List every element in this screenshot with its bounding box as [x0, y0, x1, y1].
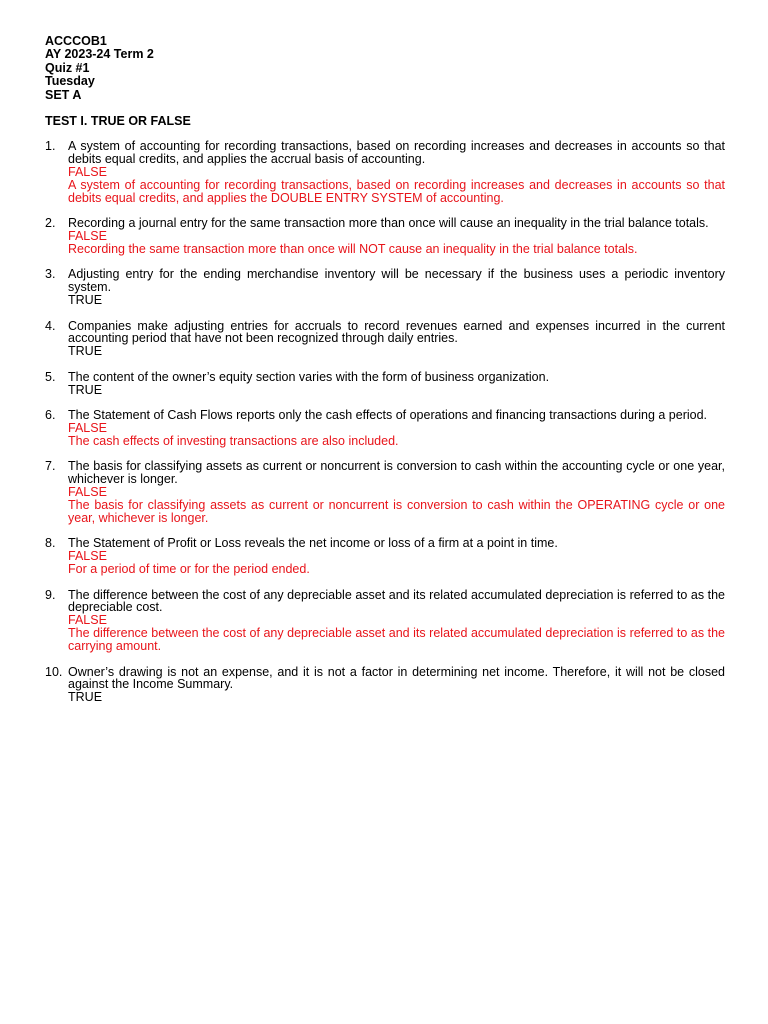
answer-correction: The basis for classifying assets as current or noncurrent is conversion to cash within the OPERATING cycle or one year, whichever is longer.: [68, 497, 725, 525]
question-answer: TRUE: [68, 690, 103, 705]
question-statement: The difference between the cost of any depreciable asset and its related accumulated depreciation is referred to as the depreciable cost.: [68, 587, 725, 615]
quiz-day: Tuesday: [45, 74, 95, 89]
question-item: [45, 217, 725, 256]
question-item: [45, 268, 725, 307]
question-answer: TRUE: [68, 293, 103, 308]
test-title: TEST I. TRUE OR FALSE: [45, 114, 191, 129]
question-answer: FALSE: [68, 164, 107, 179]
question-answer: TRUE: [68, 382, 103, 397]
question-answer: FALSE: [68, 549, 107, 564]
question-statement: The content of the owner’s equity section varies with the form of business organization.: [68, 369, 550, 384]
answer-correction: Recording the same transaction more than once will NOT cause an inequality in the trial balance totals.: [68, 241, 638, 256]
question-item: [45, 589, 725, 654]
answer-correction: A system of accounting for recording transactions, based on recording increases and decreases in accounts so that debits equal credits, and applies the DOUBLE ENTRY SYSTEM of accounting.: [68, 177, 725, 205]
question-answer: FALSE: [68, 613, 107, 628]
answer-correction: For a period of time or for the period ended.: [68, 562, 310, 577]
question-answer: FALSE: [68, 420, 107, 435]
document-header: [45, 35, 725, 102]
question-number: 10.: [45, 664, 63, 679]
question-item: [45, 371, 725, 397]
question-answer: FALSE: [68, 485, 107, 500]
question-number: 6.: [45, 408, 56, 423]
question-statement: Companies make adjusting entries for accruals to record revenues earned and expenses incurred in the current accounting period that have not been recognized through daily entries.: [68, 318, 725, 346]
quiz-number: Quiz #1: [45, 60, 90, 75]
question-statement: A system of accounting for recording transactions, based on recording increases and decreases in accounts so that debits equal credits, and applies the accrual basis of accounting.: [68, 139, 725, 166]
question-item: [45, 460, 725, 525]
question-item: [45, 409, 725, 448]
question-item: [45, 666, 725, 705]
question-answer: TRUE: [68, 344, 103, 359]
question-statement: Adjusting entry for the ending merchandise inventory will be necessary if the business uses a periodic inventory system.: [68, 267, 725, 295]
question-number: 7.: [45, 459, 56, 474]
question-statement: The Statement of Cash Flows reports only the cash effects of operations and financing transactions during a period.: [68, 408, 708, 423]
question-number: 9.: [45, 587, 56, 602]
question-number: 2.: [45, 216, 56, 231]
question-number: 5.: [45, 369, 56, 384]
document-page: [45, 35, 725, 717]
question-number: 4.: [45, 318, 56, 333]
question-number: 8.: [45, 536, 56, 551]
question-statement: Recording a journal entry for the same transaction more than once will cause an inequality in the trial balance totals.: [68, 216, 709, 231]
question-statement: Owner’s drawing is not an expense, and it is not a factor in determining net income. Therefore, it will not be closed against the Income Summary.: [68, 664, 725, 692]
academic-term: AY 2023-24 Term 2: [45, 47, 154, 62]
quiz-set: SET A: [45, 87, 82, 102]
question-item: [45, 537, 725, 576]
question-number: 3.: [45, 267, 56, 282]
question-item: [45, 320, 725, 359]
question-list: [45, 140, 725, 704]
question-statement: The Statement of Profit or Loss reveals the net income or loss of a firm at a point in time.: [68, 536, 558, 551]
question-answer: FALSE: [68, 228, 107, 243]
answer-correction: The difference between the cost of any depreciable asset and its related accumulated depreciation is referred to as the carrying amount.: [68, 626, 725, 654]
question-statement: The basis for classifying assets as current or noncurrent is conversion to cash within the accounting cycle or one year, whichever is longer.: [68, 459, 725, 487]
question-item: [45, 140, 725, 205]
question-number: 1.: [45, 139, 56, 154]
course-code: ACCCOB1: [45, 34, 107, 48]
answer-correction: The cash effects of investing transactions are also included.: [68, 433, 399, 448]
